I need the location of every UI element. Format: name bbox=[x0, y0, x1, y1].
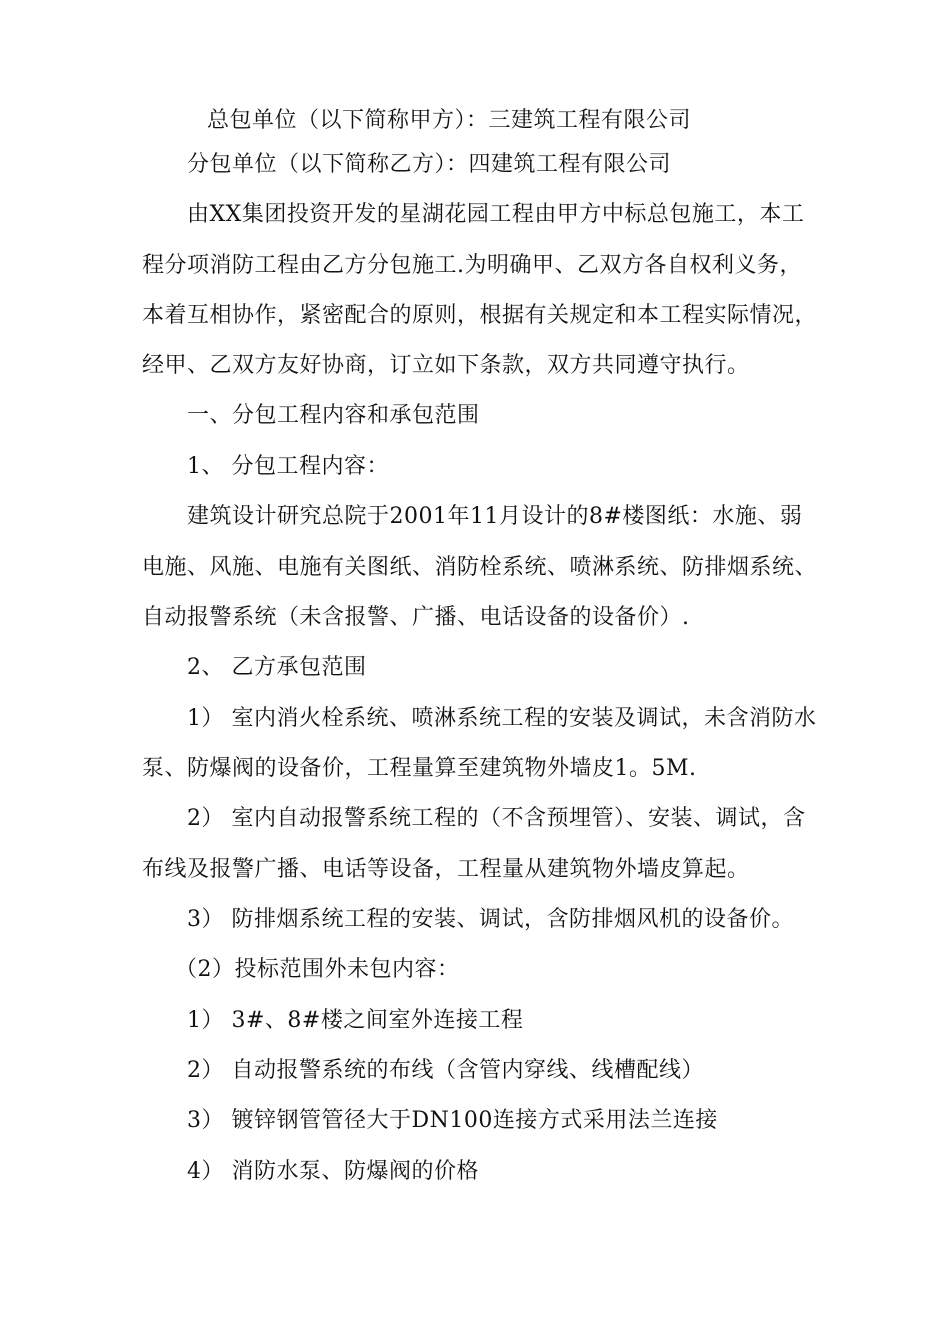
text-line: 3） 镀锌钢管管径大于DN100连接方式采用法兰连接 bbox=[187, 1108, 718, 1133]
text-line: 一、分包工程内容和承包范围 bbox=[187, 403, 480, 428]
text-line: 电施、风施、电施有关图纸、消防栓系统、喷淋系统、防排烟系统、 bbox=[142, 555, 818, 580]
text-line: 4） 消防水泵、防爆阀的价格 bbox=[187, 1159, 479, 1184]
text-line: 2） 室内自动报警系统工程的（不含预埋管）、安装、调试，含 bbox=[187, 806, 806, 831]
text-line: 总包单位（以下简称甲方）：三建筑工程有限公司 bbox=[207, 108, 692, 133]
text-line: 自动报警系统（未含报警、广播、电话设备的设备价）. bbox=[142, 605, 690, 630]
text-line: 分包单位（以下简称乙方）：四建筑工程有限公司 bbox=[187, 152, 672, 177]
text-line: 2） 自动报警系统的布线（含管内穿线、线槽配线） bbox=[187, 1058, 704, 1083]
text-line: 经甲、乙双方友好协商，订立如下条款，双方共同遵守执行。 bbox=[142, 353, 750, 378]
text-line: 建筑设计研究总院于2001年11月设计的8#楼图纸：水施、弱 bbox=[187, 504, 803, 529]
text-line: 1） 3#、8#楼之间室外连接工程 bbox=[187, 1008, 524, 1033]
text-line: 本着互相协作，紧密配合的原则，根据有关规定和本工程实际情况， bbox=[142, 303, 818, 328]
text-line: 程分项消防工程由乙方分包施工.为明确甲、乙双方各自权利义务， bbox=[142, 253, 802, 278]
text-line: （2）投标范围外未包内容： bbox=[175, 957, 460, 982]
text-line: 布线及报警广播、电话等设备，工程量从建筑物外墙皮算起。 bbox=[142, 857, 750, 882]
text-line: 由XX集团投资开发的星湖花园工程由甲方中标总包施工，本工 bbox=[187, 202, 805, 227]
text-line: 泵、防爆阀的设备价，工程量算至建筑物外墙皮1。5M. bbox=[142, 756, 697, 781]
text-line: 1） 室内消火栓系统、喷淋系统工程的安装及调试，未含消防水 bbox=[187, 706, 817, 731]
text-line: 3） 防排烟系统工程的安装、调试，含防排烟风机的设备价。 bbox=[187, 907, 794, 932]
text-line: 1、 分包工程内容： bbox=[187, 454, 389, 479]
text-line: 2、 乙方承包范围 bbox=[187, 655, 367, 680]
